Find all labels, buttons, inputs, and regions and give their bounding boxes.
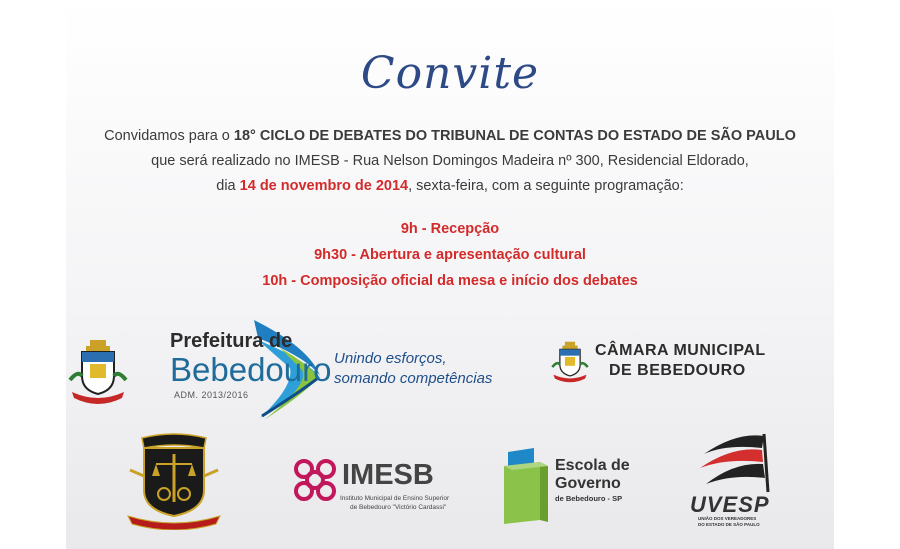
city-crest-icon [68,340,128,404]
invitation-body [66,124,834,199]
imesb-subtitle-2: de Bebedouro "Victório Cardassi" [350,504,447,511]
imesb-name: IMESB [342,459,434,491]
camara-line1: CÂMARA MUNICIPAL [595,342,766,359]
program-item: 9h30 - Abertura e apresentação cultural [314,247,586,263]
prefeitura-line1: Prefeitura de [170,330,293,352]
tribunal-seal-logo [124,430,224,530]
flag-icon [696,432,776,494]
camara-logo [551,338,791,388]
line3-prefix: dia [216,178,240,194]
uvesp-subtitle-1: UNIÃO DOS VEREADORES [698,516,757,521]
invitation-line-2: que será realizado no IMESB - Rua Nelson Domingos Madeira nº 300, Residencial Eldorado, [151,153,749,169]
program-item: 10h - Composição oficial da mesa e início dos debates [262,273,638,289]
uvesp-logo [690,432,780,527]
prefeitura-line2: Bebedouro [170,351,332,388]
prefeitura-logo [66,318,496,423]
event-date: 14 de novembro de 2014 [239,178,409,194]
prefeitura-adm: ADM. 2013/2016 [174,390,249,400]
event-name: 18° CICLO DE DEBATES DO TRIBUNAL DE CONTAS DO ESTADO DE SÃO PAULO [233,128,796,144]
prefeitura-slogan-1: Unindo esforços, [334,350,447,367]
program-list [66,216,834,294]
escola-line3: de Bebedouro - SP [555,494,623,503]
invitation-line-3 [66,174,834,199]
imesb-knot-icon [292,457,338,503]
tribunal-seal-icon [124,430,224,530]
imesb-subtitle-1: Instituto Municipal de Ensino Superior [340,495,450,502]
line1-prefix: Convidamos para o [104,128,234,144]
invitation-title: Convite [360,48,540,99]
escola-line2: Governo [555,475,621,492]
uvesp-name: UVESP [690,492,770,517]
book-icon [500,448,552,524]
city-crest-icon [551,340,589,384]
escola-governo-logo [500,448,650,528]
program-item: 9h - Recepção [400,221,500,237]
invitation-line-1 [66,124,834,149]
line3-suffix: , sexta-feira, com a seguinte programação: [408,178,684,194]
camara-line2: DE BEBEDOURO [609,362,746,379]
imesb-logo [292,455,472,525]
escola-line1: Escola de [555,457,630,474]
prefeitura-slogan-2: somando competências [334,370,493,387]
uvesp-subtitle-2: DO ESTADO DE SÃO PAULO [698,522,760,527]
